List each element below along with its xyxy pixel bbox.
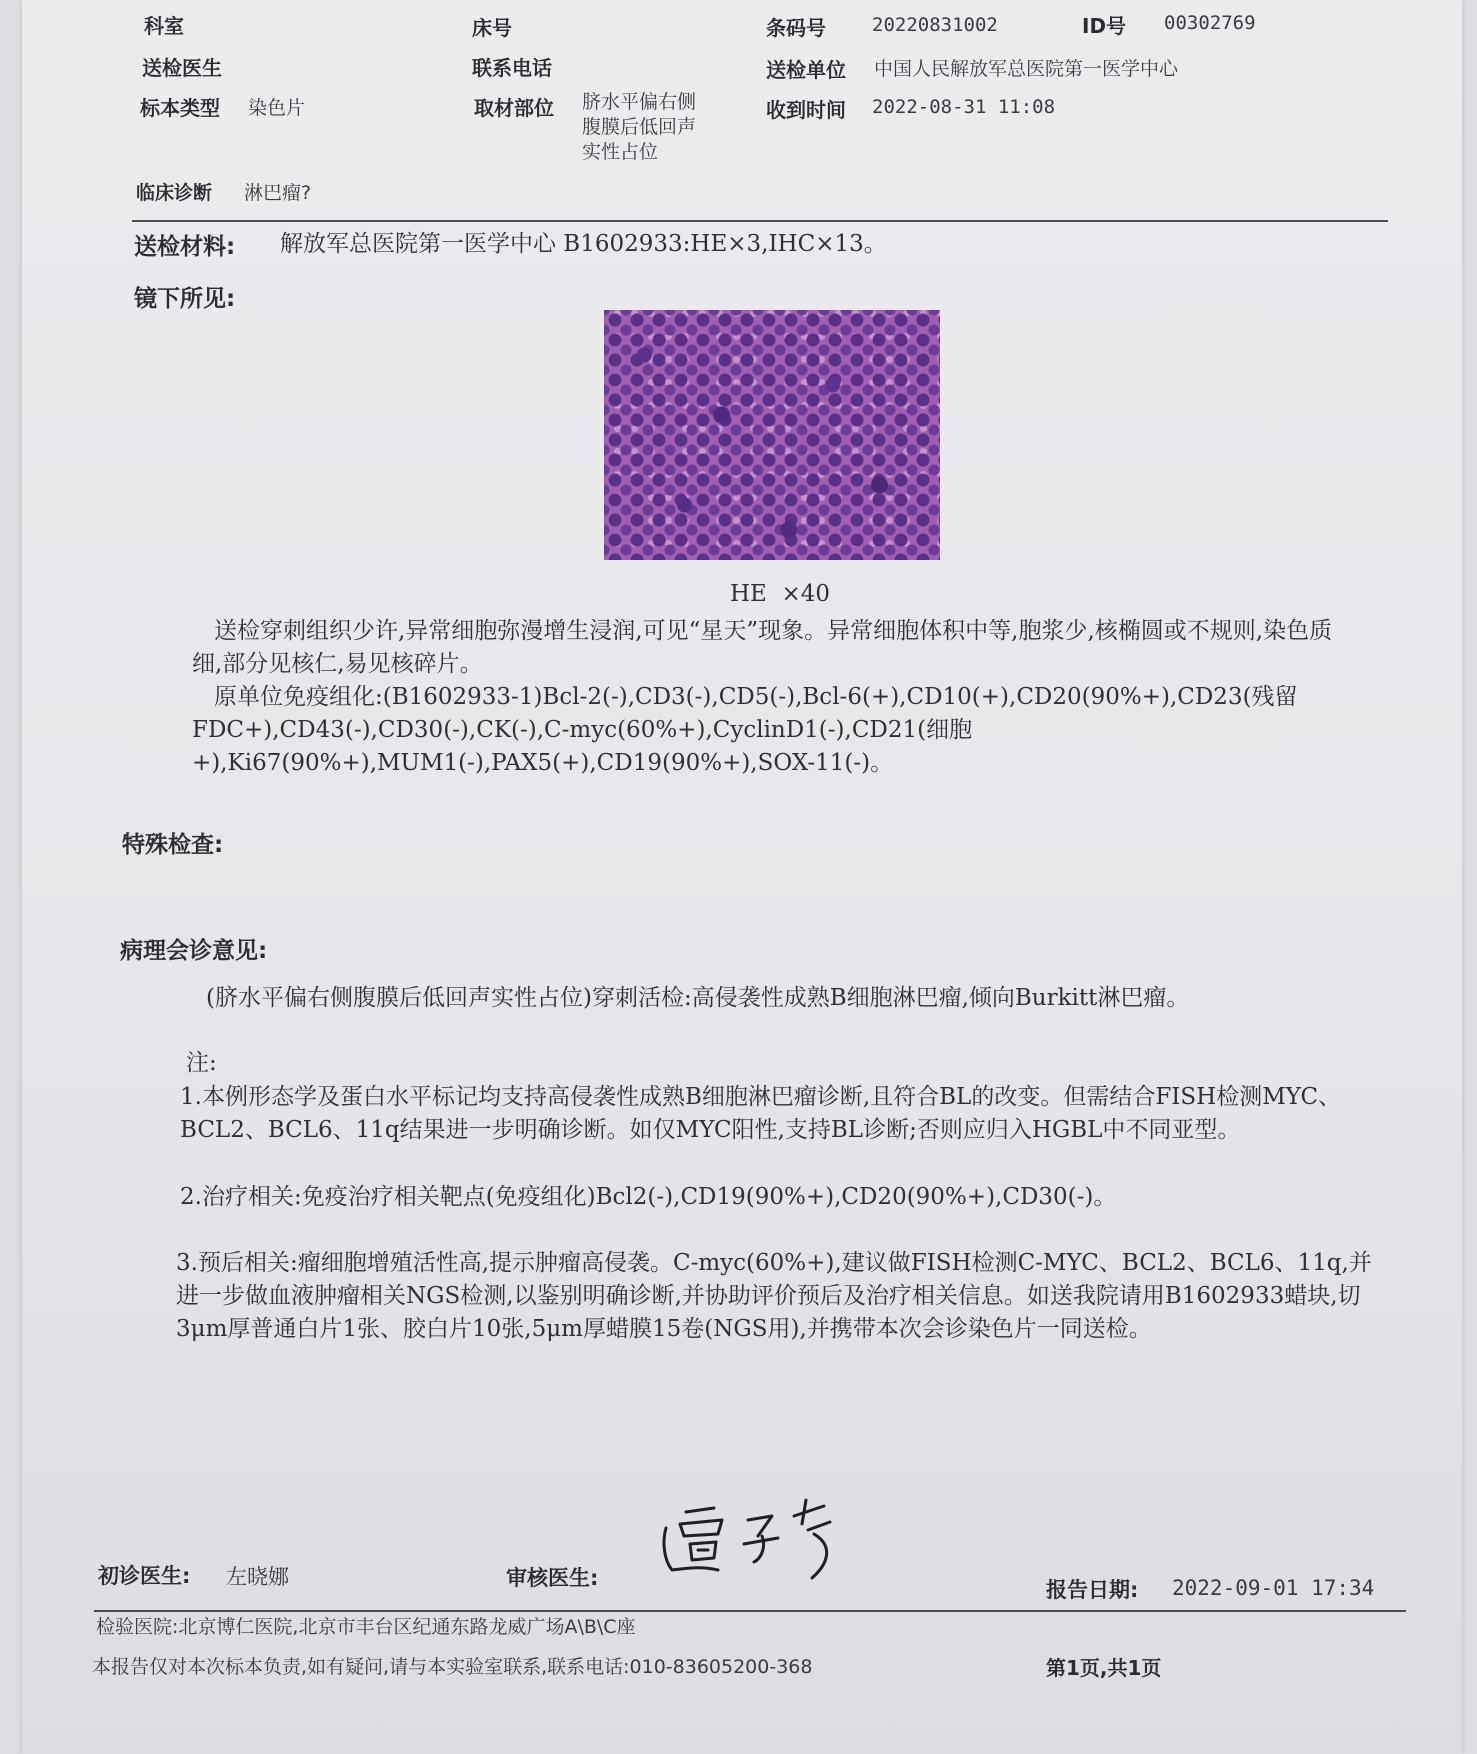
site-label: 取材部位 — [474, 96, 554, 120]
initial-doctor-value: 左晓娜 — [226, 1565, 289, 1589]
bed-label: 床号 — [472, 16, 512, 40]
report-date-label: 报告日期: — [1046, 1578, 1139, 1602]
specimen-value: 染色片 — [248, 97, 306, 119]
special-label: 特殊检查: — [122, 832, 224, 858]
diagnosis: (脐水平偏右侧腹膜后低回声实性占位)穿刺活检:高侵袭性成熟B细胞淋巴瘤,倾向Burkitt淋巴瘤。 — [206, 985, 1190, 1011]
received-value: 2022-08-31 11:08 — [872, 96, 1056, 118]
material-value: 解放军总医院第一医学中心 B1602933:HE×3,IHC×13。 — [280, 231, 887, 257]
phone-label: 联系电话 — [472, 56, 552, 80]
disclaimer: 本报告仅对本次标本负责,如有疑问,请与本实验室联系,联系电话:010-83605200-368 — [92, 1656, 813, 1678]
page-indicator: 第1页,共1页 — [1046, 1656, 1162, 1680]
clinical-value: 淋巴瘤? — [244, 182, 312, 204]
microscopy-desc: 送检穿刺组织少许,异常细胞弥漫增生浸润,可见“星天”现象。异常细胞体积中等,胞浆少,核椭圆或不规则,染色质细,部分见核仁,易见核碎片。 — [192, 618, 1333, 677]
note-1: 1.本例形态学及蛋白水平标记均支持高侵袭性成熟B细胞淋巴瘤诊断,且符合BL的改变。但需结合FISH检测MYC、BCL2、BCL6、11q结果进一步明确诊断。如仅MYC阳性,支持BL诊断;否则应归入HGBL中不同亚型。 — [180, 1084, 1342, 1143]
clinical-label: 临床诊断 — [136, 182, 213, 204]
microscopy-label: 镜下所见: — [134, 286, 236, 312]
site-line: 脐水平偏右侧 — [582, 91, 697, 113]
note-2: 2.治疗相关:免疫治疗相关靶点(免疫组化)Bcl2(-),CD19(90%+),CD20(90%+),CD30(-)。 — [180, 1184, 1117, 1210]
specimen-label: 标本类型 — [140, 96, 220, 120]
header-divider — [132, 220, 1388, 222]
id-label: ID号 — [1082, 14, 1127, 38]
doctor-label: 送检医生 — [142, 56, 222, 80]
id-value: 00302769 — [1164, 12, 1256, 34]
barcode-value: 20220831002 — [872, 14, 998, 36]
he-microscopy-image — [604, 310, 940, 560]
report-date-value: 2022-09-01 17:34 — [1172, 1576, 1375, 1600]
ihc-results: 原单位免疫组化:(B1602933-1)Bcl-2(-),CD3(-),CD5(-),Bcl-6(+),CD10(+),CD20(90%+),CD23(残留FDC+),CD43(-),CD30(-),CK(-),C-myc(60%+),CyclinD1(-),CD21(细胞+),Ki67(90%+),MUM1(-),PAX5(+),CD19(90%+),SOX-11(-)。 — [192, 684, 1298, 776]
unit-label: 送检单位 — [766, 58, 846, 82]
hospital-info: 检验医院:北京博仁医院,北京市丰台区纪通东路龙威广场A\B\C座 — [96, 1616, 636, 1638]
site-line: 腹膜后低回声 — [582, 116, 697, 138]
unit-value: 中国人民解放军总医院第一医学中心 — [874, 58, 1179, 80]
site-value — [582, 90, 696, 165]
reviewer-label: 审核医生: — [506, 1566, 599, 1590]
note-label: 注: — [186, 1050, 217, 1076]
report-paper — [22, 0, 1462, 1754]
barcode-label: 条码号 — [766, 16, 826, 40]
note-3: 3.预后相关:瘤细胞增殖活性高,提示肿瘤高侵袭。C-myc(60%+),建议做FISH检测C-MYC、BCL2、BCL6、11q,并进一步做血液肿瘤相关NGS检测,以鉴别明确诊断,并协助评价预后及治疗相关信息。如送我院请用B1602933蜡块,切3μm厚普通白片1张、胶白片10张,5μm厚蜡膜15卷(NGS用),并携带本次会诊染色片一同送检。 — [176, 1250, 1372, 1342]
received-label: 收到时间 — [766, 98, 846, 122]
opinion-label: 病理会诊意见: — [120, 938, 268, 964]
image-caption: HE ×40 — [730, 581, 831, 607]
dept-label: 科室 — [144, 14, 184, 38]
initial-doctor-label: 初诊医生: — [98, 1564, 191, 1588]
reviewer-signature — [658, 1490, 858, 1580]
material-label: 送检材料: — [134, 234, 236, 260]
site-line: 实性占位 — [582, 141, 659, 163]
